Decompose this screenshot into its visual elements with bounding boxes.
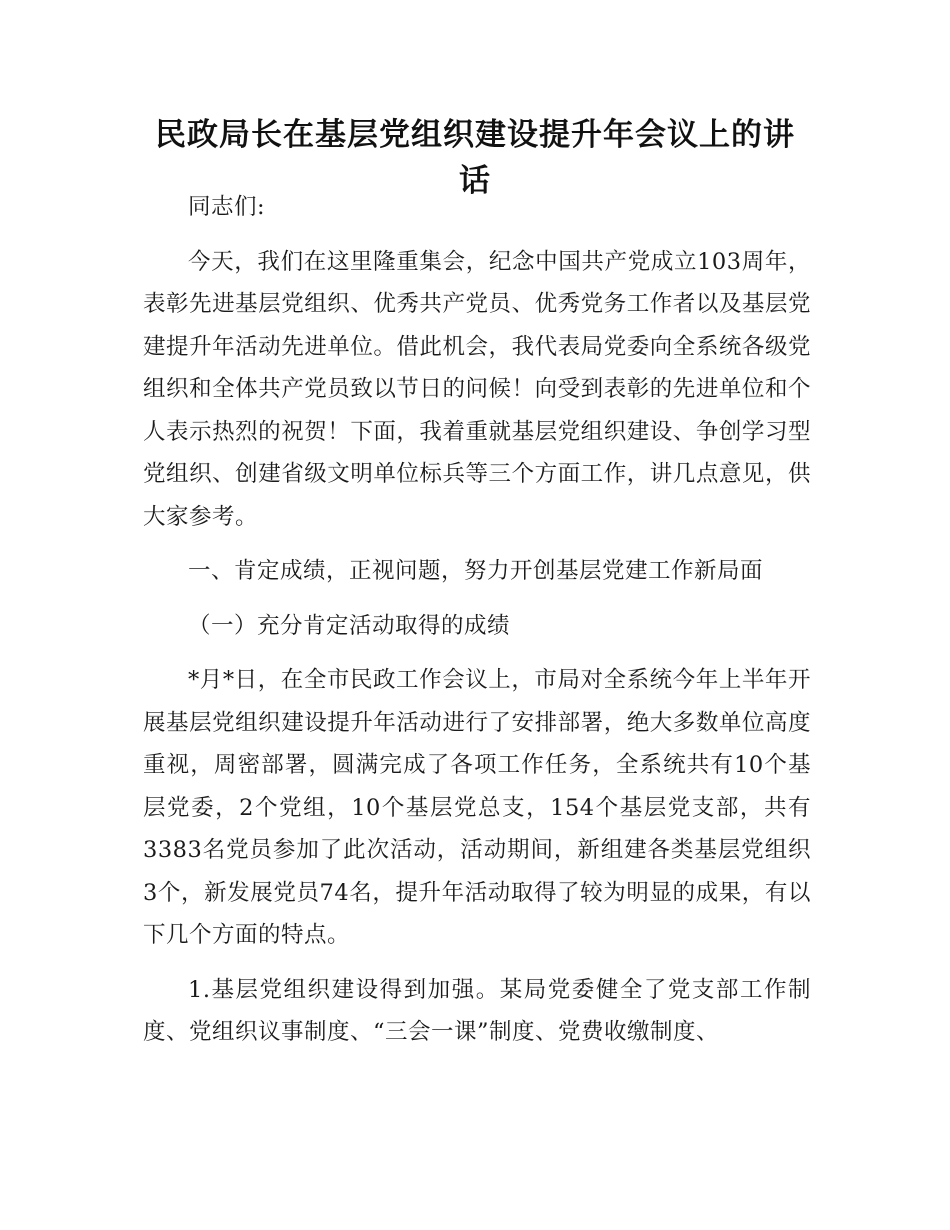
paragraph-point-1: 1.基层党组织建设得到加强。某局党委健全了党支部工作制度、党组织议事制度、“三会一课”制度、党费收缴制度、 [143, 976, 811, 1045]
subsection-heading-1: （一）充分肯定活动取得的成绩 [188, 612, 511, 639]
paragraph-opening: 今天，我们在这里隆重集会，纪念中国共产党成立103周年，表彰先进基层党组织、优秀共产党员、优秀党务工作者以及基层党建提升年活动先进单位。借此机会，我代表局党委向全系统各级党组织和全体共产党员致以节日的问候！向受到表彰的先进单位和个人表示热烈的祝贺！下面，我着重就基层党组织建设、争创学习型党组织、创建省级文明单位标兵等三个方面工作，讲几点意见，供大家参考。 [143, 248, 811, 530]
document-title: 民政局长在基层党组织建设提升年会议上的讲话 [155, 117, 795, 199]
salutation: 同志们: [188, 194, 266, 220]
section-heading-1: 一、肯定成绩，正视问题，努力开创基层党建工作新局面 [188, 558, 764, 584]
document-body [143, 186, 811, 1054]
paragraph-achievements: *月*日，在全市民政工作会议上，市局对全系统今年上半年开展基层党组织建设提升年活动进行了安排部署，绝大多数单位高度重视，周密部署，圆满完成了各项工作任务，全系统共有10个基层党委，2个党组，10个基层党总支，154个基层党支部，共有3383名党员参加了此次活动，活动期间，新组建各类基层党组织3个，新发展党员74名，提升年活动取得了较为明显的成果，有以下几个方面的特点。 [143, 667, 811, 948]
